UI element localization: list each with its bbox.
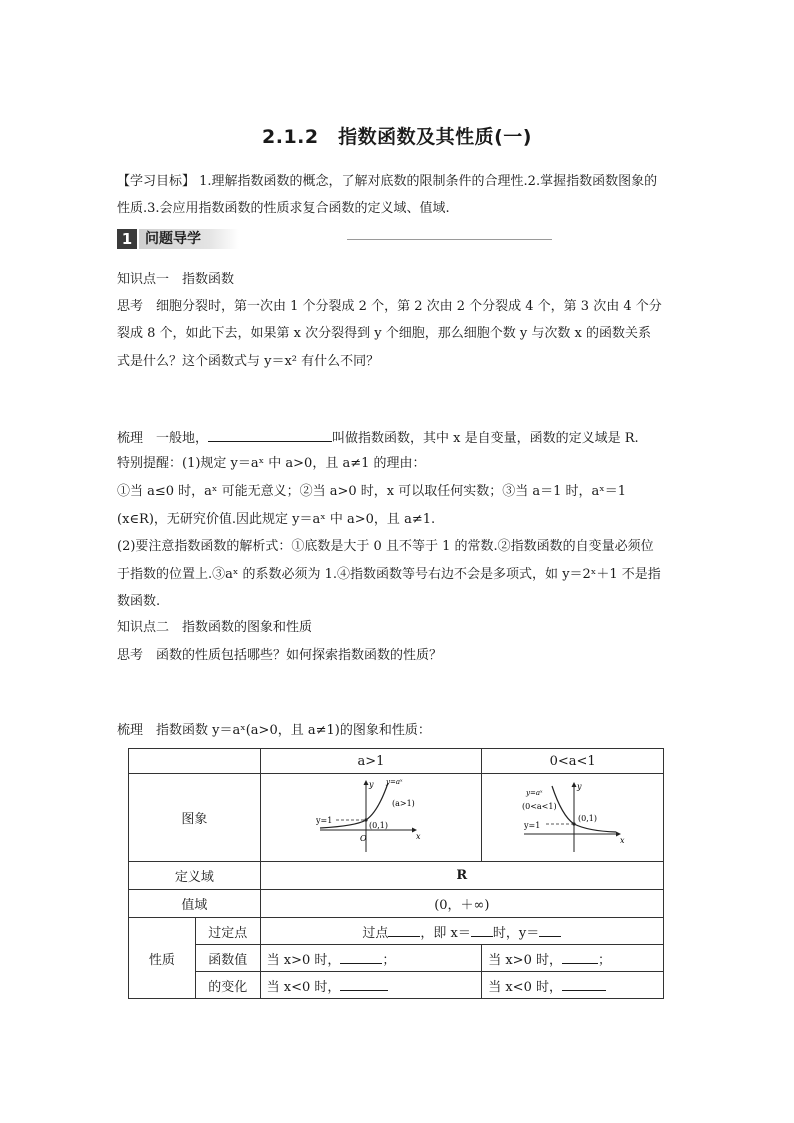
label-x-axis: x [415, 831, 421, 841]
fixed-point-label: 过定点 [195, 918, 260, 945]
tip-line-2: ①当 a≤0 时，aˣ 可能无意义；②当 a>0 时，x 可以取任何实数；③当 a＝1 时，aˣ＝1 [117, 484, 627, 499]
lt1-x-pos-blank[interactable] [562, 949, 598, 964]
header-a-lt-1: 0<a<1 [482, 749, 664, 774]
kp1-think-line-2: 裂成 8 个，如此下去，如果第 x 次分裂得到 y 个细胞，那么细胞个数 y 与次数 x 的函数关系 [117, 326, 651, 341]
section-divider [347, 239, 552, 240]
page-title: 2.1.2 指数函数及其性质(一) [262, 126, 532, 148]
graph-cell-a-gt-1 [260, 774, 482, 862]
row-range-label: 值域 [129, 890, 261, 918]
fixed-point-cell [260, 918, 663, 945]
change-label-1: 函数值 [195, 945, 260, 972]
gt1-x-pos-text: 当 x>0 时， [266, 952, 341, 968]
fixed-point-text-c: 时，y＝ [492, 925, 540, 941]
properties-table [128, 748, 664, 999]
domain-value: R [260, 862, 663, 890]
range-value: (0，＋∞) [260, 890, 663, 918]
tip-line-4: (2)要注意指数函数的解析式：①底数是大于 0 且不等于 1 的常数.②指数函数的自变量必须位 [117, 539, 654, 554]
row-graph-label: 图象 [129, 774, 261, 862]
kp1-heading: 知识点一 指数函数 [117, 272, 235, 287]
row-domain-label: 定义域 [129, 862, 261, 890]
fixed-point-blank[interactable] [388, 922, 420, 937]
graph-cell-a-lt-1 [482, 774, 664, 862]
graph-a-lt-1 [518, 778, 628, 854]
learning-objectives-line-2: 性质.3.会应用指数函数的性质求复合函数的定义域、值域. [117, 201, 450, 216]
fixed-point-text-b: ，即 x＝ [420, 925, 471, 941]
gt1-x-neg-blank[interactable] [340, 976, 388, 991]
gt1-semicolon: ； [382, 952, 396, 968]
kp1-think-line-3: 式是什么？这个函数式与 y＝x² 有什么不同？ [117, 354, 380, 369]
graph-a-gt-1 [316, 778, 426, 854]
label-condition: (a>1) [391, 798, 415, 808]
kp1-summary-lead: 梳理 一般地， [117, 431, 209, 446]
lt1-x-pos-cell [482, 945, 664, 972]
kp1-think-line-1: 思考 细胞分裂时，第一次由 1 个分裂成 2 个，第 2 次由 2 个分裂成 4 个，第 3 次由 4 个分 [117, 299, 662, 314]
tip-line-3: (x∈R)，无研究价值.因此规定 y＝aˣ 中 a>0，且 a≠1. [117, 512, 436, 527]
label-point-0-1: (0,1) [368, 820, 388, 830]
lt1-x-neg-blank[interactable] [562, 976, 606, 991]
learning-objectives-line-1: 【学习目标】 1.理解指数函数的概念，了解对底数的限制条件的合理性.2.掌握指数函数图象的 [117, 174, 658, 189]
label-y-axis: y [368, 779, 374, 789]
gt1-x-pos-blank[interactable] [340, 949, 382, 964]
kp2-summary: 梳理 指数函数 y＝aˣ(a>0，且 a≠1)的图象和性质： [117, 723, 431, 738]
label-curve: y=aˣ [385, 777, 403, 786]
label-condition: (0<a<1) [521, 801, 557, 811]
fixed-x-blank[interactable] [471, 922, 493, 937]
lt1-x-neg-cell [482, 972, 664, 999]
label-point-0-1: (0,1) [577, 813, 597, 823]
tip-line-6: 数函数. [117, 594, 161, 609]
label-y-axis: y [576, 781, 582, 791]
lt1-semicolon: ； [597, 952, 611, 968]
gt1-x-neg-text: 当 x<0 时， [266, 979, 341, 995]
change-label-2: 的变化 [195, 972, 260, 999]
row-props-label: 性质 [129, 918, 196, 999]
tip-line-1: 特别提醒：(1)规定 y＝aˣ 中 a>0，且 a≠1 的理由： [117, 456, 426, 471]
lt1-x-neg-text: 当 x<0 时， [488, 979, 562, 995]
section-label: 问题导学 [139, 229, 239, 249]
definition-blank[interactable] [208, 427, 332, 442]
section-header [117, 229, 437, 249]
kp2-think: 思考 函数的性质包括哪些？如何探索指数函数的性质？ [117, 648, 443, 663]
section-number: 1 [117, 229, 137, 249]
lt1-x-pos-text: 当 x>0 时， [488, 952, 562, 968]
label-curve: y=aˣ [525, 788, 543, 797]
kp1-summary-tail: 叫做指数函数，其中 x 是自变量，函数的定义域是 R. [332, 431, 639, 446]
tip-line-5: 于指数的位置上.③aˣ 的系数必须为 1.④指数函数等号右边不会是多项式，如 y＝2ˣ＋1 不是指 [117, 567, 661, 582]
kp2-heading: 知识点二 指数函数的图象和性质 [117, 620, 313, 635]
kp1-summary [117, 427, 685, 449]
gt1-x-pos-cell [260, 945, 482, 972]
fixed-point-text-a: 过点 [362, 925, 389, 941]
fixed-y-blank[interactable] [539, 922, 561, 937]
label-y-equals-1: y=1 [315, 815, 333, 825]
header-empty-cell [129, 749, 261, 774]
gt1-x-neg-cell [260, 972, 482, 999]
label-origin: O [359, 833, 367, 843]
label-y-equals-1: y=1 [523, 820, 540, 830]
header-a-gt-1: a>1 [260, 749, 482, 774]
label-x-axis: x [619, 835, 625, 845]
